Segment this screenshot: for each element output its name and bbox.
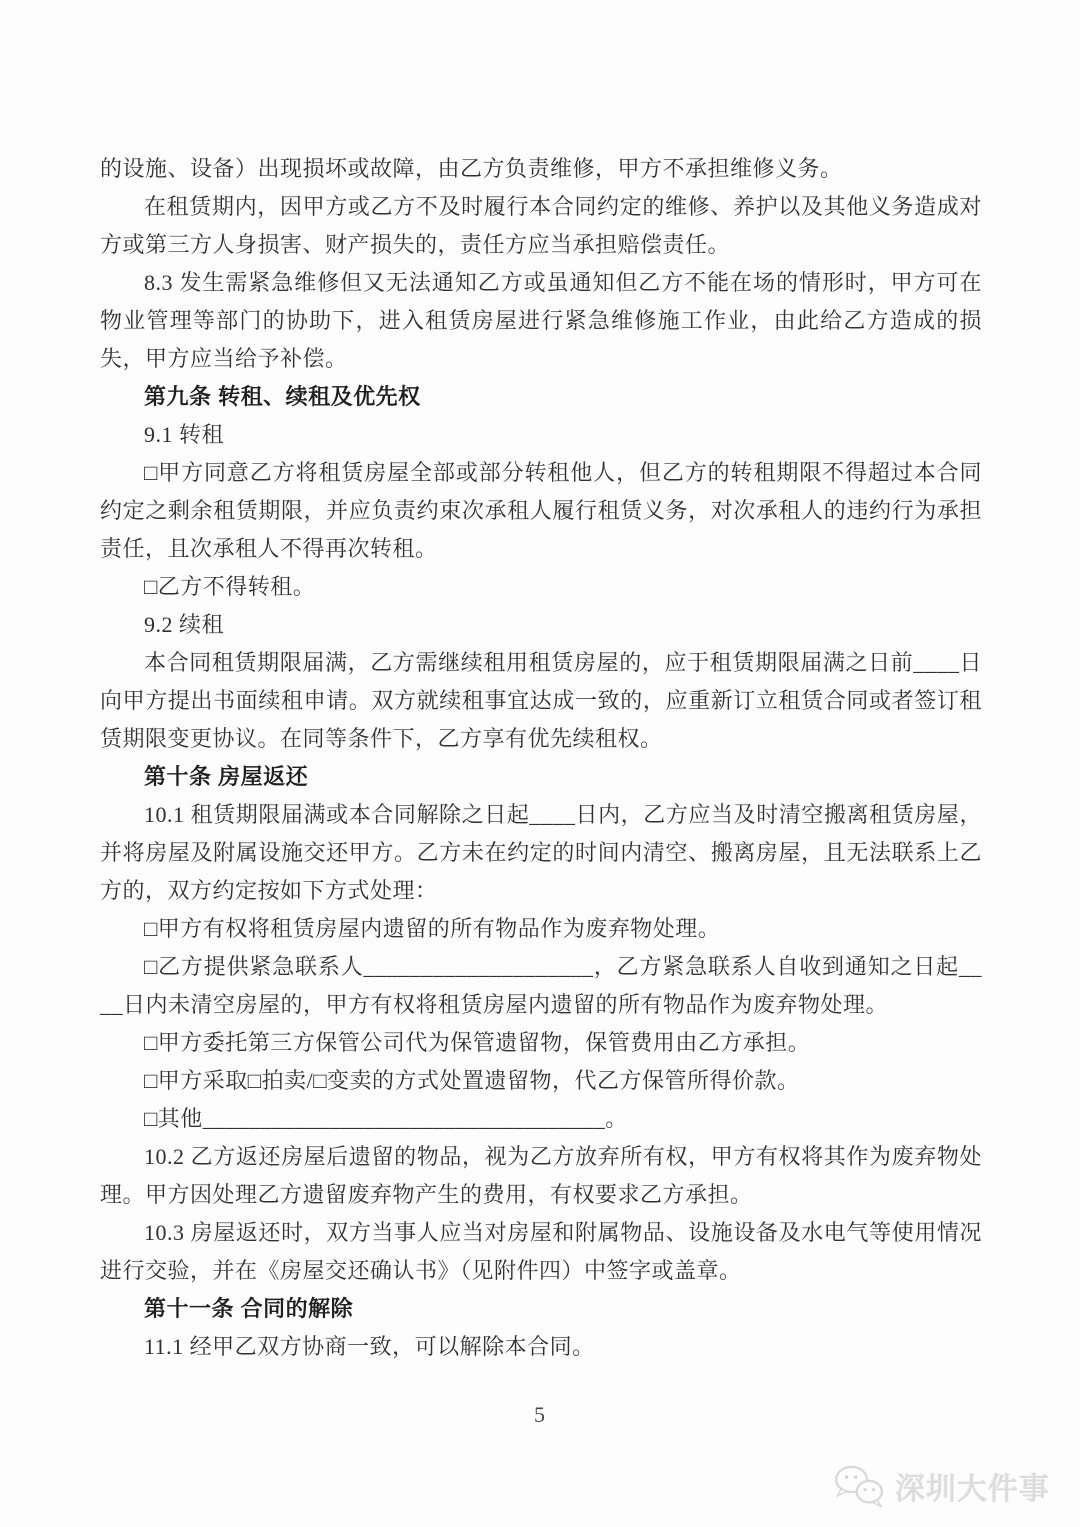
option-auction-or-sale: □甲方采取□拍卖/□变卖的方式处置遗留物，代乙方保管所得价款。	[144, 1068, 800, 1093]
heading-article-9-sublease: 第九条 转租、续租及优先权	[144, 384, 421, 409]
clause-equipment-repair-continuation: 的设施、设备）出现损坏或故障，由乙方负责维修，甲方不承担维修义务。	[100, 156, 843, 181]
clause-renewal-terms: 本合同租赁期限届满，乙方需继续租用租赁房屋的，应于租赁期限届满之日前____日向甲方提出书面续租申请。双方就续租事宜达成一致的，应重新订立租赁合同或者签订租赁期限变更协议。在同等条件下，乙方享有优先续租权。	[100, 650, 982, 751]
option-sublease-allowed: □甲方同意乙方将租赁房屋全部或部分转租他人，但乙方的转租期限不得超过本合同约定之剩余租赁期限，并应负责约束次承租人履行租赁义务，对次承租人的违约行为承担责任，且次承租人不得再次转租。	[100, 460, 982, 561]
clause-maintenance-liability: 在租赁期内，因甲方或乙方不及时履行本合同约定的维修、养护以及其他义务造成对方或第三方人身损害、财产损失的，责任方应当承担赔偿责任。	[100, 194, 982, 257]
heading-article-11-termination: 第十一条 合同的解除	[144, 1296, 354, 1321]
option-emergency-contact: □乙方提供紧急联系人____________________，乙方紧急联系人自收到通知之日起____日内未清空房屋的，甲方有权将租赁房屋内遗留的所有物品作为废弃物处理。	[100, 954, 982, 1017]
watermark	[831, 1463, 1050, 1509]
clause-9-1-sublease-title: 9.1 转租	[144, 422, 225, 447]
clause-10-2-abandoned-items: 10.2 乙方返还房屋后遗留的物品，视为乙方放弃所有权，甲方有权将其作为废弃物处理。甲方因处理乙方遗留废弃物产生的费用，有权要求乙方承担。	[100, 1144, 982, 1207]
option-sublease-forbidden: □乙方不得转租。	[144, 574, 316, 599]
heading-article-10-return: 第十条 房屋返还	[144, 764, 309, 789]
wechat-chat-bubbles-icon	[831, 1463, 887, 1509]
clause-9-2-renewal-title: 9.2 续租	[144, 612, 225, 637]
clause-10-1-vacate-terms: 10.1 租赁期限届满或本合同解除之日起____日内，乙方应当及时清空搬离租赁房屋，并将房屋及附属设施交还甲方。乙方未在约定的时间内清空、搬离房屋，且无法联系上乙方的，双方约定按如下方式处理：	[100, 802, 982, 903]
option-other-blank: □其他___________________________________。	[144, 1106, 628, 1131]
option-third-party-storage: □甲方委托第三方保管公司代为保管遗留物，保管费用由乙方承担。	[144, 1030, 811, 1055]
page-number: 5	[534, 1402, 546, 1427]
clause-11-1-mutual-termination: 11.1 经甲乙双方协商一致，可以解除本合同。	[144, 1334, 595, 1359]
option-discard-left-items: □甲方有权将租赁房屋内遗留的所有物品作为废弃物处理。	[144, 916, 721, 941]
watermark-text: 深圳大件事	[895, 1473, 1050, 1506]
clause-8-3-emergency-repair: 8.3 发生需紧急维修但又无法通知乙方或虽通知但乙方不能在场的情形时，甲方可在物业管理等部门的协助下，进入租赁房屋进行紧急维修施工作业，由此给乙方造成的损失，甲方应当给予补偿。	[100, 270, 982, 371]
contract-body	[100, 150, 982, 1366]
clause-10-3-inspection: 10.3 房屋返还时，双方当事人应当对房屋和附属物品、设施设备及水电气等使用情况进行交验，并在《房屋交还确认书》（见附件四）中签字或盖章。	[100, 1220, 982, 1283]
